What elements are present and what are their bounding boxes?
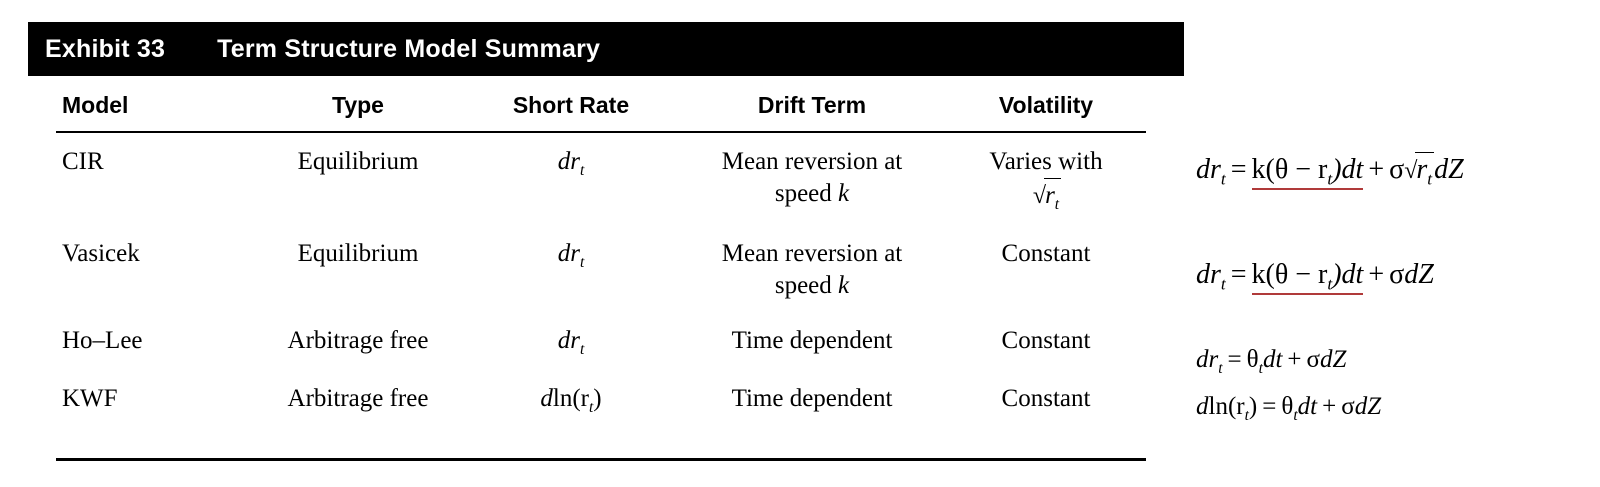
short-rate-r: r (570, 326, 580, 354)
eq-cir-d: d (1196, 154, 1210, 185)
eq-vasicek-dz: dZ (1404, 259, 1434, 290)
short-rate-d: d (540, 384, 553, 412)
eq-cir-equals: = (1230, 154, 1247, 185)
cell-volatility (946, 225, 1146, 312)
eq-kwf-dz: dZ (1354, 393, 1382, 420)
short-rate-d: d (557, 148, 571, 175)
eq-cir-drift-head: k(θ − r (1251, 154, 1328, 185)
header-volatility: Volatility (946, 86, 1146, 132)
eq-holee-theta-sub: t (1258, 360, 1263, 377)
eq-cir-drift-underlined (1252, 154, 1364, 190)
equation-kwf (1196, 393, 1381, 425)
eq-cir-drift-tail: )dt (1332, 154, 1364, 185)
volatility-line-1: Constant (1001, 239, 1091, 267)
volatility-line-1: Varies with (989, 148, 1103, 175)
volatility-line-1: Constant (1001, 326, 1091, 354)
header-model: Model (56, 86, 252, 132)
sqrt-icon: √ (1032, 183, 1047, 209)
summary-table-wrap (56, 86, 1156, 427)
short-rate-d: d (557, 326, 571, 354)
table-bottom-rule (56, 458, 1146, 461)
cell-model: Vasicek (62, 239, 140, 267)
term-structure-table (56, 86, 1146, 427)
equation-cir (1196, 152, 1464, 190)
eq-holee-d: d (1196, 346, 1209, 373)
cell-short-rate (464, 312, 678, 370)
cell-drift-term (678, 225, 946, 312)
cell-model: CIR (62, 148, 104, 175)
eq-cir-plus: + (1368, 154, 1385, 185)
table-body (56, 132, 1146, 427)
drift-speed-symbol: k (838, 271, 850, 299)
drift-speed-symbol: k (838, 180, 850, 207)
eq-vasicek-d: d (1196, 259, 1210, 290)
volatility-r-sub: t (1054, 196, 1060, 213)
eq-vasicek-drift-tail: )dt (1332, 259, 1364, 290)
eq-holee-dt: dt (1262, 346, 1283, 373)
cell-type: Equilibrium (297, 148, 419, 175)
table-row (56, 312, 1146, 370)
table-row (56, 225, 1146, 312)
short-rate-sub: t (579, 253, 585, 271)
cell-volatility (946, 370, 1146, 428)
cell-volatility (946, 132, 1146, 225)
eq-kwf-ln: ln(r (1208, 393, 1245, 420)
cell-short-rate (464, 225, 678, 312)
table-header (56, 86, 1146, 132)
volatility-line-1: Constant (1001, 384, 1091, 412)
eq-kwf-d: d (1196, 393, 1209, 420)
eq-vasicek-drift-underlined (1252, 259, 1364, 295)
cell-model: KWF (62, 384, 118, 412)
eq-holee-r: r (1208, 346, 1219, 373)
drift-line-2-prefix: speed (774, 180, 839, 207)
eq-cir-sqrt-sub: t (1427, 169, 1433, 189)
eq-holee-plus: + (1287, 346, 1302, 373)
drift-line-1: Time dependent (731, 326, 893, 354)
exhibit-title: Term Structure Model Summary (217, 34, 601, 63)
eq-kwf-theta: θ (1281, 393, 1294, 420)
cell-volatility (946, 312, 1146, 370)
eq-cir-sqrt-r: r (1416, 154, 1428, 185)
cell-short-rate (464, 370, 678, 428)
eq-vasicek-sigma: σ (1389, 259, 1405, 290)
cell-drift-term (678, 132, 946, 225)
eq-cir-r: r (1210, 154, 1221, 185)
eq-cir-sub: t (1220, 169, 1226, 189)
short-rate-close: ) (593, 384, 602, 412)
cell-type: Arbitrage free (287, 384, 429, 412)
eq-holee-sub: t (1218, 360, 1223, 377)
equation-vasicek (1196, 259, 1434, 295)
short-rate-sub: t (579, 340, 585, 358)
volatility-r: r (1045, 182, 1055, 209)
eq-kwf-sub: t (1244, 407, 1249, 424)
table-row (56, 370, 1146, 428)
short-rate-r: r (570, 148, 580, 175)
short-rate-r: ln(r (552, 384, 589, 412)
header-drift-term: Drift Term (678, 86, 946, 132)
cell-model: Ho–Lee (62, 326, 143, 354)
cell-drift-term (678, 312, 946, 370)
eq-kwf-theta-sub: t (1293, 407, 1298, 424)
eq-vasicek-drift-head: k(θ − r (1251, 259, 1328, 290)
eq-vasicek-sub: t (1220, 274, 1226, 294)
eq-cir-dz: dZ (1434, 154, 1464, 185)
drift-line-1: Time dependent (731, 384, 893, 412)
eq-cir-sigma: σ (1389, 154, 1405, 185)
eq-holee-equals: = (1227, 346, 1242, 373)
eq-kwf-plus: + (1322, 393, 1337, 420)
eq-vasicek-r: r (1210, 259, 1221, 290)
header-short-rate: Short Rate (464, 86, 678, 132)
eq-kwf-dt: dt (1297, 393, 1318, 420)
eq-vasicek-drift-sub: t (1327, 274, 1333, 294)
short-rate-sub: t (579, 162, 585, 179)
eq-vasicek-plus: + (1368, 259, 1385, 290)
exhibit-banner (28, 22, 1184, 76)
short-rate-d: d (557, 239, 571, 267)
cell-short-rate (464, 132, 678, 225)
eq-cir-sqrt-inner (1415, 152, 1434, 190)
eq-cir-drift-sub: t (1327, 169, 1333, 189)
header-type: Type (252, 86, 464, 132)
drift-line-1: Mean reversion at (721, 148, 903, 175)
table-row (56, 132, 1146, 225)
cell-type: Arbitrage free (287, 326, 429, 354)
short-rate-sub: t (588, 398, 594, 416)
header-row (56, 86, 1146, 132)
eq-vasicek-equals: = (1230, 259, 1247, 290)
eq-kwf-equals: = (1262, 393, 1277, 420)
sqrt-icon: √ (1404, 158, 1418, 184)
eq-kwf-sigma: σ (1341, 393, 1355, 420)
short-rate-r: r (570, 239, 580, 267)
eq-holee-dz: dZ (1320, 346, 1347, 373)
equation-ho-lee (1196, 346, 1346, 378)
volatility-sqrt-inner (1044, 178, 1061, 215)
drift-line-1: Mean reversion at (721, 239, 903, 267)
exhibit-number: Exhibit 33 (45, 34, 166, 63)
cell-type: Equilibrium (297, 239, 419, 267)
eq-holee-theta: θ (1246, 346, 1259, 373)
cell-drift-term (678, 370, 946, 428)
eq-holee-sigma: σ (1306, 346, 1320, 373)
volatility-sqrt-group (1031, 178, 1061, 215)
drift-line-2-prefix: speed (774, 271, 839, 299)
eq-kwf-close: ) (1248, 393, 1258, 420)
